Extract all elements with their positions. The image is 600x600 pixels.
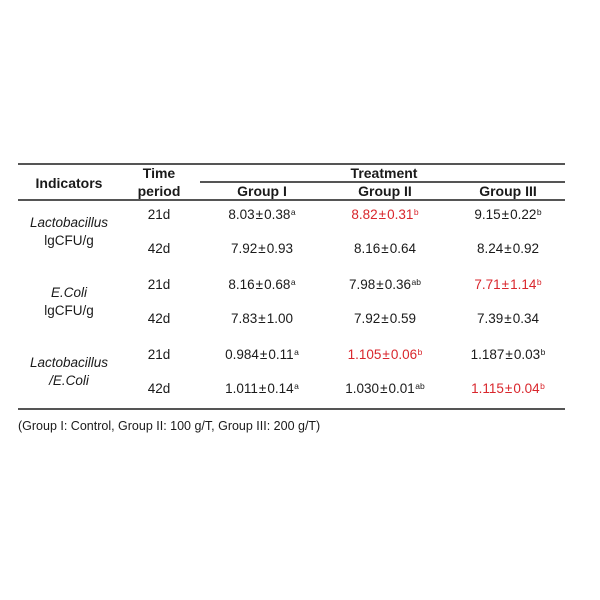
- indicator-unit: /E.Coli: [49, 373, 89, 388]
- significance-letter: a: [290, 207, 296, 217]
- mean-value: 8.82: [351, 207, 378, 222]
- significance-letter: ab: [415, 381, 425, 391]
- plus-minus-sign: ±: [378, 207, 387, 222]
- mean-value: 1.115: [471, 381, 504, 396]
- time-period-cell: 42d: [147, 381, 171, 396]
- value-cell-group-3: [477, 311, 539, 327]
- plus-minus-sign: ±: [382, 347, 390, 362]
- plus-minus-sign: ±: [381, 311, 389, 326]
- mean-value: 1.030: [345, 381, 380, 396]
- value-cell-group-1: [231, 241, 293, 257]
- sd-value: 0.06: [390, 347, 418, 362]
- mean-value: 7.39: [477, 311, 504, 326]
- significance-letter: b: [540, 347, 546, 357]
- significance-letter: a: [294, 381, 299, 391]
- sd-value: 0.31: [387, 207, 414, 222]
- plus-minus-sign: ±: [380, 381, 388, 396]
- significance-letter: a: [290, 277, 296, 287]
- time-period-cell: 42d: [147, 241, 171, 256]
- value-cell-group-1: [225, 381, 299, 398]
- mean-value: 7.71: [474, 277, 501, 292]
- header-time-line2: period: [137, 183, 181, 199]
- time-period-cell: 21d: [147, 277, 171, 292]
- value-cell-group-3: [471, 381, 545, 398]
- indicator-name: Lactobacillus: [29, 215, 109, 230]
- sd-value: 0.92: [512, 241, 539, 256]
- value-cell-group-1: [225, 347, 299, 364]
- indicator-name: E.Coli: [50, 285, 88, 300]
- value-cell-group-3: [471, 347, 546, 364]
- plus-minus-sign: ±: [381, 241, 389, 256]
- plus-minus-sign: ±: [255, 277, 264, 292]
- time-period-cell: 42d: [147, 311, 171, 326]
- sd-value: 0.34: [512, 311, 539, 326]
- plus-minus-sign: ±: [255, 207, 264, 222]
- header-time-line1: Time: [142, 165, 176, 181]
- plus-minus-sign: ±: [505, 347, 513, 362]
- plus-minus-sign: ±: [258, 241, 266, 256]
- sd-value: 0.93: [266, 241, 293, 256]
- plus-minus-sign: ±: [376, 277, 384, 292]
- plus-minus-sign: ±: [504, 381, 513, 396]
- significance-letter: b: [413, 207, 419, 217]
- significance-letter: b: [417, 347, 423, 357]
- mean-value: 7.92: [231, 241, 258, 256]
- significance-letter: b: [536, 277, 542, 287]
- value-cell-group-2: [345, 381, 424, 398]
- sd-value: 0.64: [389, 241, 416, 256]
- sd-value: 1.00: [266, 311, 293, 326]
- significance-letter: b: [536, 207, 542, 217]
- table-top-rule: [18, 163, 565, 165]
- indicator-unit: lgCFU/g: [44, 303, 94, 318]
- mean-value: 7.83: [231, 311, 258, 326]
- mean-value: 1.011: [225, 381, 258, 396]
- value-cell-group-1: [228, 277, 295, 294]
- mean-value: 8.03: [228, 207, 255, 222]
- sd-value: 0.11: [268, 347, 294, 362]
- sd-value: 0.68: [264, 277, 291, 292]
- plus-minus-sign: ±: [259, 347, 268, 362]
- mean-value: 8.24: [477, 241, 504, 256]
- time-period-cell: 21d: [147, 207, 171, 222]
- value-cell-group-3: [474, 207, 541, 224]
- value-cell-group-2: [351, 207, 418, 224]
- mean-value: 9.15: [474, 207, 501, 222]
- header-treatment: Treatment: [350, 165, 418, 181]
- value-cell-group-2: [349, 277, 421, 294]
- sd-value: 0.36: [384, 277, 412, 292]
- sd-value: 0.38: [264, 207, 291, 222]
- indicator-name: Lactobacillus: [29, 355, 109, 370]
- significance-letter: b: [540, 381, 545, 391]
- significance-letter: ab: [411, 277, 421, 287]
- mean-value: 7.92: [354, 311, 381, 326]
- header-bottom-rule: [18, 199, 565, 201]
- plus-minus-sign: ±: [504, 241, 512, 256]
- table-footnote: (Group I: Control, Group II: 100 g/T, Group III: 200 g/T): [18, 419, 321, 433]
- sd-value: 0.22: [510, 207, 537, 222]
- header-group-3: Group III: [479, 183, 537, 199]
- sd-value: 0.04: [513, 381, 540, 396]
- table-bottom-rule: [18, 408, 565, 410]
- mean-value: 8.16: [228, 277, 255, 292]
- header-indicators: Indicators: [35, 175, 103, 191]
- indicator-unit: lgCFU/g: [44, 233, 94, 248]
- value-cell-group-2: [348, 347, 423, 364]
- plus-minus-sign: ±: [501, 207, 510, 222]
- mean-value: 8.16: [354, 241, 381, 256]
- value-cell-group-1: [231, 311, 293, 327]
- sd-value: 0.01: [388, 381, 415, 396]
- plus-minus-sign: ±: [258, 381, 267, 396]
- plus-minus-sign: ±: [501, 277, 510, 292]
- plus-minus-sign: ±: [258, 311, 266, 326]
- header-group-1: Group I: [237, 183, 287, 199]
- time-period-cell: 21d: [147, 347, 171, 362]
- value-cell-group-3: [474, 277, 541, 294]
- significance-letter: a: [294, 347, 299, 357]
- value-cell-group-2: [354, 311, 416, 327]
- sd-value: 1.14: [510, 277, 537, 292]
- mean-value: 1.187: [470, 347, 505, 362]
- header-group-2: Group II: [358, 183, 412, 199]
- mean-value: 1.105: [347, 347, 382, 362]
- sd-value: 0.14: [267, 381, 294, 396]
- mean-value: 0.984: [225, 347, 259, 362]
- mean-value: 7.98: [349, 277, 376, 292]
- sd-value: 0.59: [389, 311, 416, 326]
- value-cell-group-3: [477, 241, 539, 257]
- plus-minus-sign: ±: [504, 311, 512, 326]
- sd-value: 0.03: [513, 347, 541, 362]
- value-cell-group-2: [354, 241, 416, 257]
- value-cell-group-1: [228, 207, 295, 224]
